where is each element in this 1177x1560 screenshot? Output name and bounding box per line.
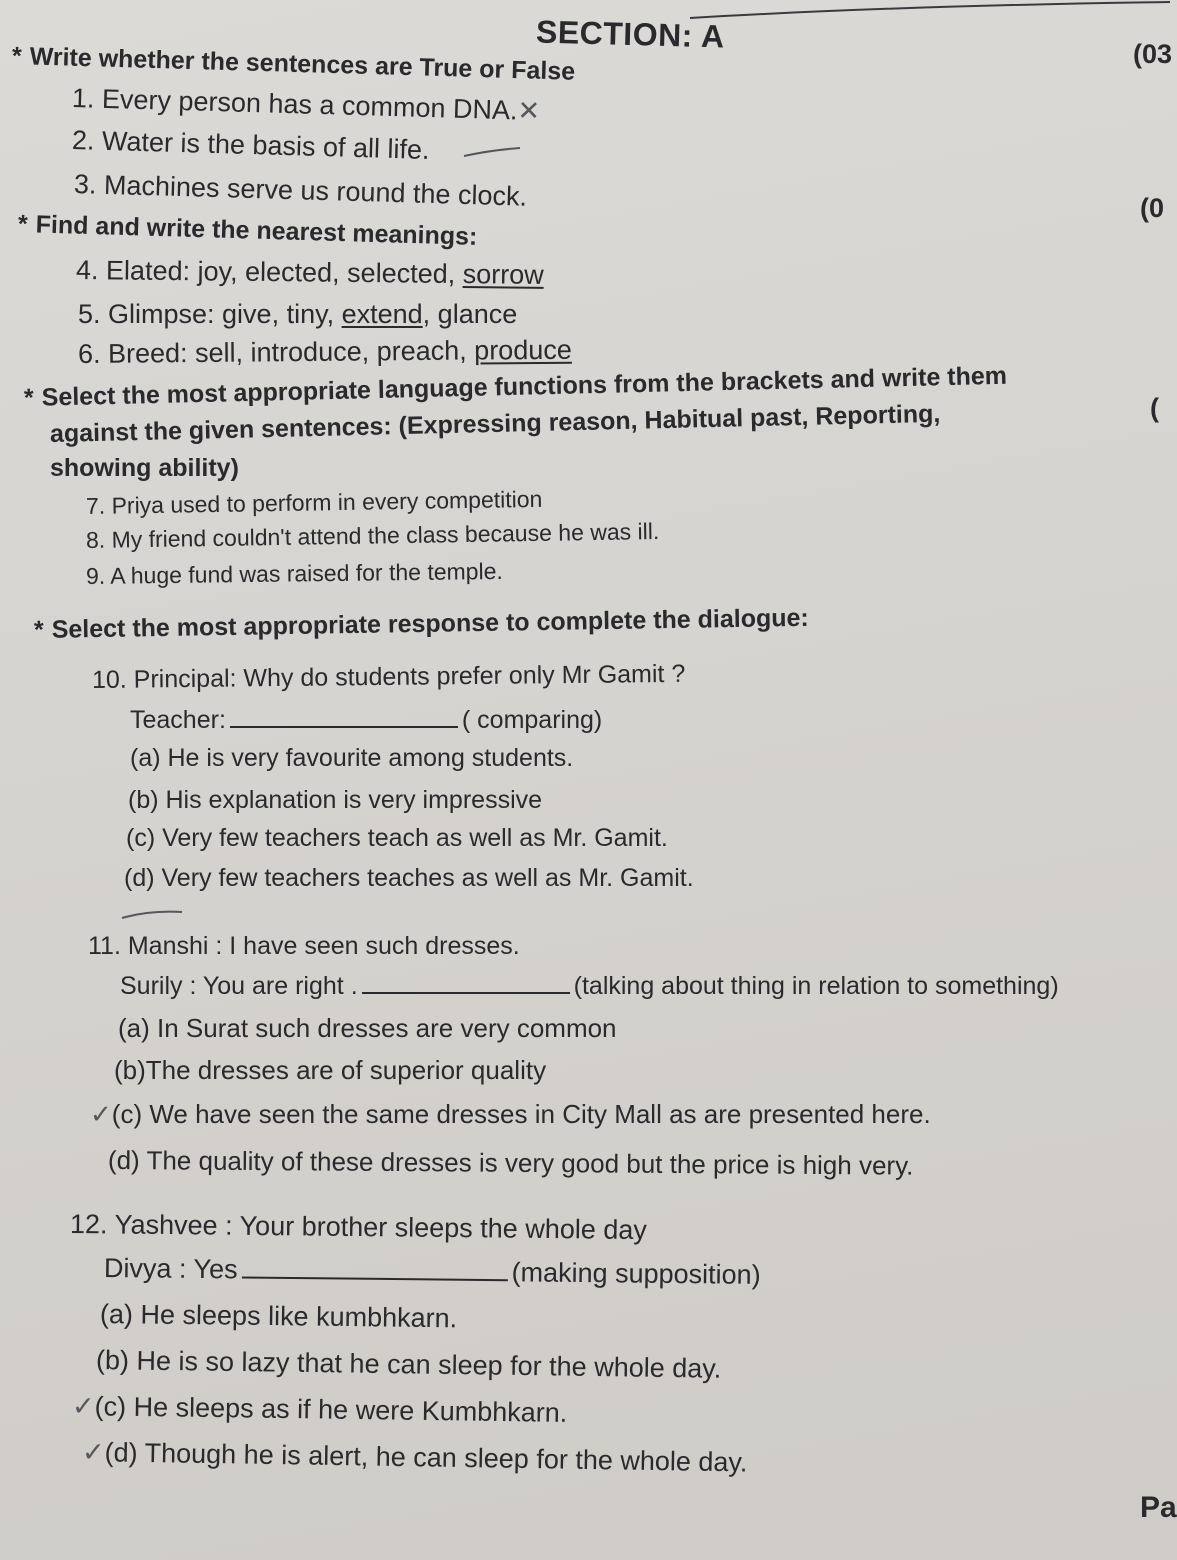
question-12-option-c-text: (c) He sleeps as if he were Kumbhkarn. [94,1391,568,1428]
question-12-option-c [72,1390,568,1429]
question-12-speaker: Divya : Yes [103,1253,238,1285]
question-12: 12. Yashvee : Your brother sleeps the whole day [69,1209,648,1246]
heading-functions-line-3: showing ability) [50,454,239,482]
question-10-hint: ( comparing) [461,706,603,734]
question-1 [72,82,541,127]
question-10-response [130,704,602,736]
question-10-speaker: Teacher: [130,706,226,734]
question-12-option-a: (a) He sleeps like kumbhkarn. [99,1299,458,1334]
question-11-option-b: (b)The dresses are of superior quality [114,1055,547,1085]
page-label: Pa [1140,1491,1177,1524]
marks-label-1: (03 [1133,39,1173,69]
heading-meanings [18,208,478,253]
question-4 [76,254,544,291]
question-4-text: 4. Elated: joy, elected, selected, [75,255,463,290]
tick-mark-icon: ✓ [90,1099,112,1129]
question-11-option-d: (d) The quality of these dresses is very good but the price is high very. [107,1145,914,1181]
question-11-option-c [90,1098,931,1130]
question-12-option-d-text: (d) Though he is alert, he can sleep for the whole day. [104,1437,748,1478]
tick-mark-icon [120,908,184,922]
answer-blank [230,704,458,728]
question-7: 7. Priya used to perform in every competition [85,485,543,519]
question-10: 10. Principal: Why do students prefer only Mr Gamit ? [91,659,686,694]
question-12-option-b: (b) He is so lazy that he can sleep for the whole day. [95,1345,722,1384]
heading-functions-line-2: against the given sentences: (Expressing reason, Habitual past, Reporting, [49,399,941,448]
heading-functions-text-1: Select the most appropriate language functions from the brackets and write them [41,361,1008,412]
question-5-post: , glance [422,299,518,329]
answer-blank [241,1254,507,1281]
question-5 [78,298,517,330]
question-4-underlined: sorrow [462,259,544,290]
question-6-text: 6. Breed: sell, introduce, preach, [77,335,475,369]
cross-mark-icon: ✕ [517,95,541,127]
question-11-speaker: Surily : You are right . [120,972,358,1000]
question-6-underlined: produce [474,334,572,366]
question-10-option-b: (b) His explanation is very impressive [128,786,543,814]
bullet-star: * [11,42,23,71]
bullet-star: * [23,383,35,412]
question-10-option-d: (d) Very few teachers teaches as well as Mr. Gamit. [124,864,694,892]
heading-meanings-text: Find and write the nearest meanings: [35,210,478,251]
marks-label-2: (0 [1140,193,1165,223]
heading-true-false-text: Write whether the sentences are True or False [29,42,576,86]
question-9: 9. A huge fund was raised for the temple. [85,557,503,589]
question-2: 2. Water is the basis of all life. [71,125,430,165]
header-curve-line [690,0,1170,30]
heading-true-false [12,40,576,88]
question-11: 11. Manshi : I have seen such dresses. [88,932,520,960]
question-1-text: 1. Every person has a common DNA. [71,83,518,126]
bullet-star: * [17,210,29,239]
heading-dialogue [34,602,809,646]
question-10-option-a: (a) He is very favourite among students. [130,744,574,772]
tick-mark-icon: ✓ [81,1437,105,1468]
question-11-option-a: (a) In Surat such dresses are very common [118,1013,617,1043]
marks-label-3: ( [1150,393,1159,423]
question-12-response [104,1252,761,1291]
question-11-option-c-text: (c) We have seen the same dresses in City Mall as are presented here. [111,1099,931,1129]
question-6 [78,334,572,370]
question-5-underlined: extend [341,299,423,329]
section-title: SECTION: A [535,13,726,55]
question-3: 3. Machines serve us round the clock. [73,169,528,212]
question-11-response [120,970,1059,1002]
question-12-option-d [82,1436,748,1478]
heading-dialogue-text: Select the most appropriate response to complete the dialogue: [51,603,809,644]
question-11-hint: (talking about thing in relation to something) [573,972,1059,1000]
question-8: 8. My friend couldn't attend the class because he was ill. [85,517,660,553]
question-10-option-c: (c) Very few teachers teach as well as Mr. Gamit. [126,824,668,852]
question-12-hint: (making supposition) [511,1257,761,1290]
tick-mark-icon: ✓ [71,1391,95,1422]
question-5-text: 5. Glimpse: give, tiny, [78,299,342,329]
dash-mark-icon [462,146,522,160]
bullet-star: * [33,615,44,644]
answer-blank [362,970,570,994]
